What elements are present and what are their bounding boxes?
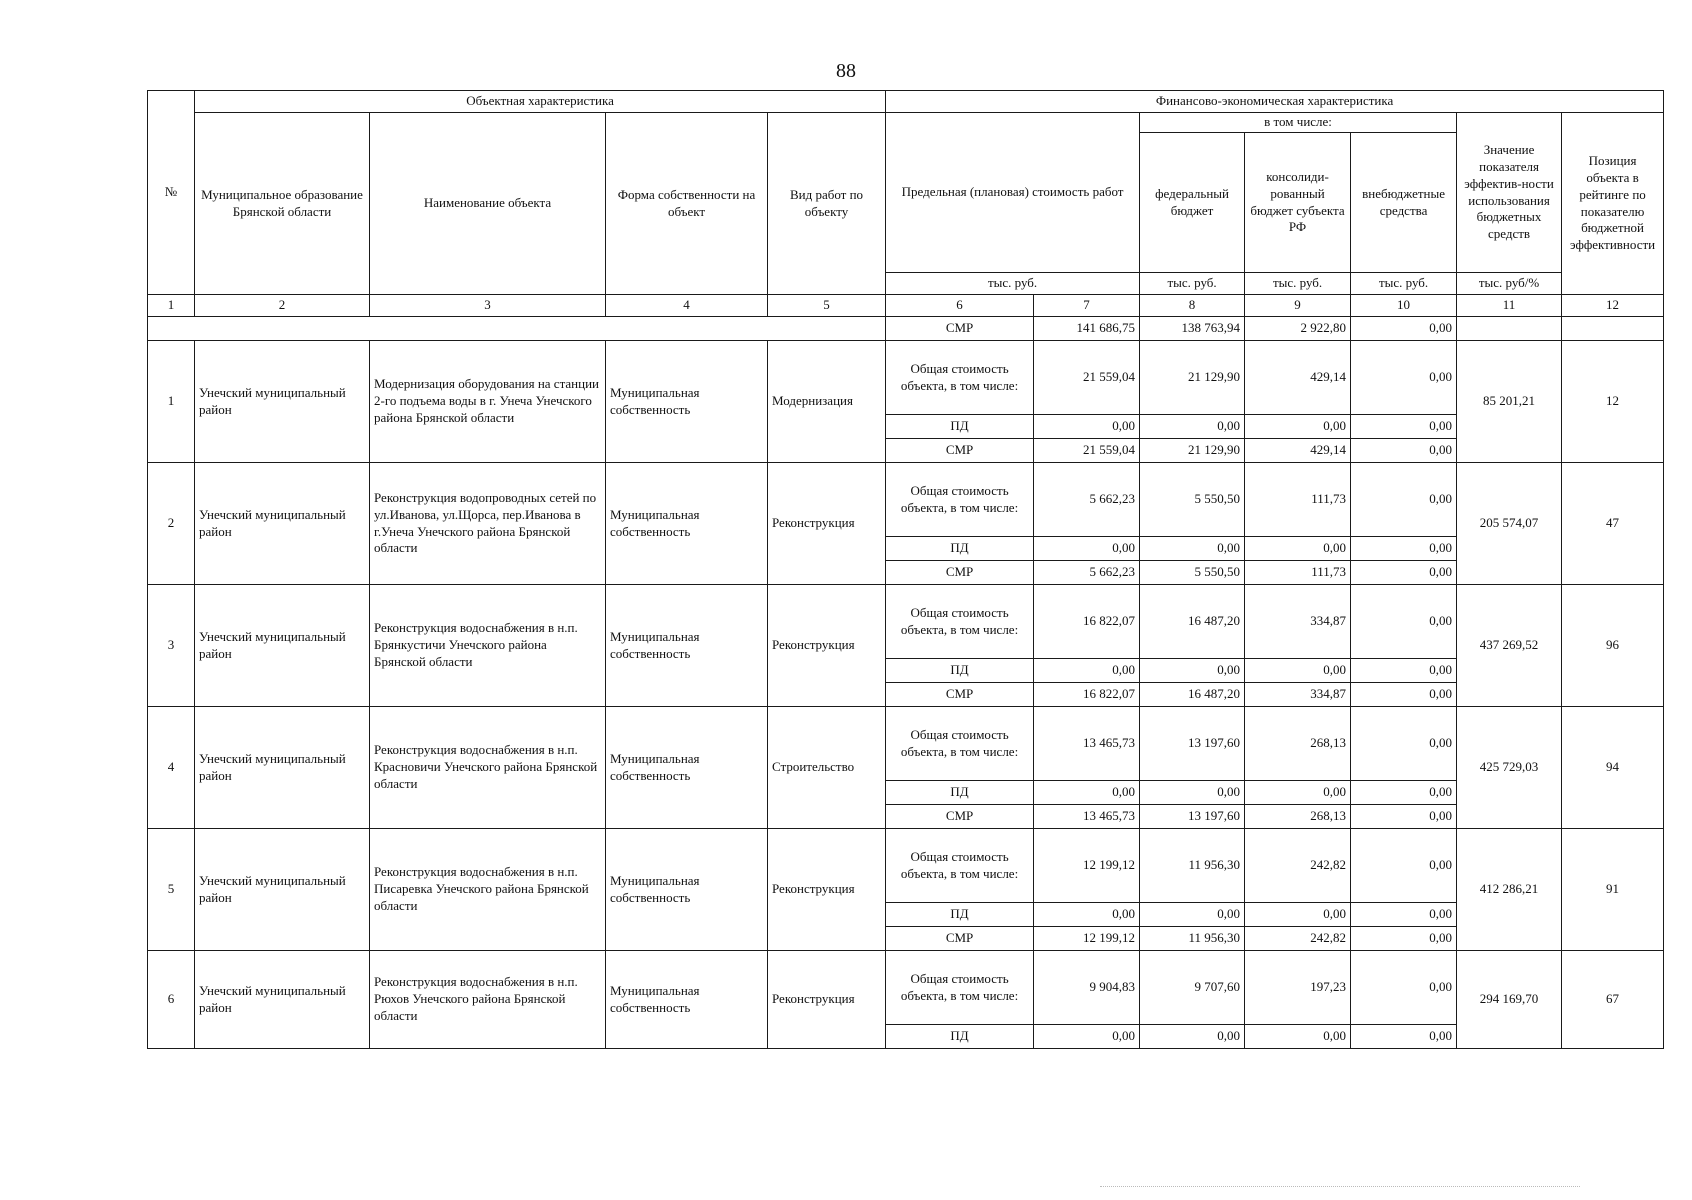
federal-budget: 13 197,60 bbox=[1140, 707, 1245, 781]
row-number: 3 bbox=[148, 585, 195, 707]
smr-federal: 16 487,20 bbox=[1140, 683, 1245, 707]
pd-total: 0,00 bbox=[1034, 659, 1140, 683]
pd-federal: 0,00 bbox=[1140, 903, 1245, 927]
smr-label: СМР bbox=[886, 317, 1034, 341]
pd-label: ПД bbox=[886, 781, 1034, 805]
extrabudget-funds: 0,00 bbox=[1351, 585, 1457, 659]
ownership-cell: Муниципальная собственность bbox=[606, 951, 768, 1049]
indicator-value: 425 729,03 bbox=[1457, 707, 1562, 829]
col-ownership-header: Форма собственности на объект bbox=[606, 113, 768, 295]
ownership-cell: Муниципальная собственность bbox=[606, 707, 768, 829]
unit-extra: тыс. руб. bbox=[1351, 273, 1457, 295]
smr-consolidated: 429,14 bbox=[1245, 439, 1351, 463]
smr-total: 13 465,73 bbox=[1034, 805, 1140, 829]
row-number: 4 bbox=[148, 707, 195, 829]
column-number: 11 bbox=[1457, 295, 1562, 317]
carry-over-row bbox=[148, 317, 1664, 341]
column-number: 5 bbox=[768, 295, 886, 317]
smr-total: 141 686,75 bbox=[1034, 317, 1140, 341]
col-work-type-header: Вид работ по объекту bbox=[768, 113, 886, 295]
col-name-header: Наименование объекта bbox=[370, 113, 606, 295]
smr-federal: 13 197,60 bbox=[1140, 805, 1245, 829]
pd-label: ПД bbox=[886, 903, 1034, 927]
work-type-cell: Строительство bbox=[768, 707, 886, 829]
pd-total: 0,00 bbox=[1034, 781, 1140, 805]
smr-consolidated: 334,87 bbox=[1245, 683, 1351, 707]
rating-position: 12 bbox=[1562, 341, 1664, 463]
extrabudget-funds: 0,00 bbox=[1351, 707, 1457, 781]
municipality-cell: Унечский муниципальный район bbox=[195, 707, 370, 829]
rating-position: 96 bbox=[1562, 585, 1664, 707]
unit-consolidated: тыс. руб. bbox=[1245, 273, 1351, 295]
row-number: 6 bbox=[148, 951, 195, 1049]
pd-consolidated: 0,00 bbox=[1245, 1025, 1351, 1049]
column-number: 12 bbox=[1562, 295, 1664, 317]
smr-consolidated: 111,73 bbox=[1245, 561, 1351, 585]
indicator-value: 412 286,21 bbox=[1457, 829, 1562, 951]
smr-total: 5 662,23 bbox=[1034, 561, 1140, 585]
indicator-value: 294 169,70 bbox=[1457, 951, 1562, 1049]
column-number-row bbox=[148, 295, 1664, 317]
finance-group-header: Финансово-экономическая характеристика bbox=[886, 91, 1664, 113]
federal-budget: 21 129,90 bbox=[1140, 341, 1245, 415]
scan-artifact-line bbox=[1100, 1186, 1580, 1187]
total-cost: 21 559,04 bbox=[1034, 341, 1140, 415]
smr-federal: 5 550,50 bbox=[1140, 561, 1245, 585]
row-number: 2 bbox=[148, 463, 195, 585]
pd-extra: 0,00 bbox=[1351, 781, 1457, 805]
smr-consolidated: 2 922,80 bbox=[1245, 317, 1351, 341]
smr-consolidated: 242,82 bbox=[1245, 927, 1351, 951]
column-number: 8 bbox=[1140, 295, 1245, 317]
col-position-header: Позиция объекта в рейтинге по показателю бюджетной эффективности bbox=[1562, 113, 1664, 295]
municipality-cell: Унечский муниципальный район bbox=[195, 829, 370, 951]
total-cost-label: Общая стоимость объекта, в том числе: bbox=[886, 707, 1034, 781]
table-row bbox=[148, 585, 1664, 659]
pd-federal: 0,00 bbox=[1140, 659, 1245, 683]
row-number: 1 bbox=[148, 341, 195, 463]
federal-budget: 16 487,20 bbox=[1140, 585, 1245, 659]
page-number: 88 bbox=[836, 60, 856, 82]
total-cost-label: Общая стоимость объекта, в том числе: bbox=[886, 829, 1034, 903]
total-cost: 9 904,83 bbox=[1034, 951, 1140, 1025]
consolidated-budget: 111,73 bbox=[1245, 463, 1351, 537]
smr-label: СМР bbox=[886, 561, 1034, 585]
pd-federal: 0,00 bbox=[1140, 781, 1245, 805]
col-federal-header: федеральный бюджет bbox=[1140, 133, 1245, 273]
object-group-header: Объектная характеристика bbox=[195, 91, 886, 113]
municipality-cell: Унечский муниципальный район bbox=[195, 463, 370, 585]
smr-label: СМР bbox=[886, 927, 1034, 951]
smr-total: 21 559,04 bbox=[1034, 439, 1140, 463]
smr-label: СМР bbox=[886, 683, 1034, 707]
federal-budget: 9 707,60 bbox=[1140, 951, 1245, 1025]
smr-federal: 138 763,94 bbox=[1140, 317, 1245, 341]
municipality-cell: Унечский муниципальный район bbox=[195, 951, 370, 1049]
pd-label: ПД bbox=[886, 1025, 1034, 1049]
ownership-cell: Муниципальная собственность bbox=[606, 585, 768, 707]
work-type-cell: Реконструкция bbox=[768, 463, 886, 585]
rating-position: 47 bbox=[1562, 463, 1664, 585]
work-type-cell: Реконструкция bbox=[768, 829, 886, 951]
object-name-cell: Реконструкция водопроводных сетей по ул.Иванова, ул.Щорса, пер.Иванова в г.Унеча Унечского района Брянской области bbox=[370, 463, 606, 585]
pd-total: 0,00 bbox=[1034, 1025, 1140, 1049]
smr-federal: 11 956,30 bbox=[1140, 927, 1245, 951]
smr-consolidated: 268,13 bbox=[1245, 805, 1351, 829]
col-consolidated-header: консолиди-рованный бюджет субъекта РФ bbox=[1245, 133, 1351, 273]
pd-federal: 0,00 bbox=[1140, 1025, 1245, 1049]
column-number: 4 bbox=[606, 295, 768, 317]
pd-label: ПД bbox=[886, 537, 1034, 561]
rating-position: 67 bbox=[1562, 951, 1664, 1049]
indicator-value: 85 201,21 bbox=[1457, 341, 1562, 463]
consolidated-budget: 268,13 bbox=[1245, 707, 1351, 781]
consolidated-budget: 197,23 bbox=[1245, 951, 1351, 1025]
object-name-cell: Реконструкция водоснабжения в н.п. Рюхов Унечского района Брянской области bbox=[370, 951, 606, 1049]
total-cost: 12 199,12 bbox=[1034, 829, 1140, 903]
consolidated-budget: 242,82 bbox=[1245, 829, 1351, 903]
budget-efficiency-table bbox=[147, 90, 1664, 1049]
object-name-cell: Реконструкция водоснабжения в н.п. Брянкустичи Унечского района Брянской области bbox=[370, 585, 606, 707]
municipality-cell: Унечский муниципальный район bbox=[195, 341, 370, 463]
column-number: 1 bbox=[148, 295, 195, 317]
work-type-cell: Реконструкция bbox=[768, 585, 886, 707]
ownership-cell: Муниципальная собственность bbox=[606, 341, 768, 463]
unit-federal: тыс. руб. bbox=[1140, 273, 1245, 295]
column-number: 10 bbox=[1351, 295, 1457, 317]
smr-extra: 0,00 bbox=[1351, 683, 1457, 707]
total-cost-label: Общая стоимость объекта, в том числе: bbox=[886, 951, 1034, 1025]
pd-consolidated: 0,00 bbox=[1245, 537, 1351, 561]
smr-extra: 0,00 bbox=[1351, 561, 1457, 585]
pd-extra: 0,00 bbox=[1351, 1025, 1457, 1049]
indicator-value: 437 269,52 bbox=[1457, 585, 1562, 707]
object-name-cell: Реконструкция водоснабжения в н.п. Красновичи Унечского района Брянской области bbox=[370, 707, 606, 829]
pd-extra: 0,00 bbox=[1351, 659, 1457, 683]
federal-budget: 11 956,30 bbox=[1140, 829, 1245, 903]
smr-total: 12 199,12 bbox=[1034, 927, 1140, 951]
col-no-header: № bbox=[148, 91, 195, 295]
unit-indicator: тыс. руб/% bbox=[1457, 273, 1562, 295]
col-extrabudget-header: внебюджетные средства bbox=[1351, 133, 1457, 273]
pd-federal: 0,00 bbox=[1140, 415, 1245, 439]
table-row bbox=[148, 829, 1664, 903]
rating-position: 91 bbox=[1562, 829, 1664, 951]
consolidated-budget: 334,87 bbox=[1245, 585, 1351, 659]
table-row bbox=[148, 707, 1664, 781]
work-type-cell: Модернизация bbox=[768, 341, 886, 463]
work-type-cell: Реконструкция bbox=[768, 951, 886, 1049]
extrabudget-funds: 0,00 bbox=[1351, 951, 1457, 1025]
pd-consolidated: 0,00 bbox=[1245, 781, 1351, 805]
pd-total: 0,00 bbox=[1034, 537, 1140, 561]
unit-cost: тыс. руб. bbox=[886, 273, 1140, 295]
row-number: 5 bbox=[148, 829, 195, 951]
smr-federal: 21 129,90 bbox=[1140, 439, 1245, 463]
smr-extra: 0,00 bbox=[1351, 317, 1457, 341]
col-cost-header: Предельная (плановая) стоимость работ bbox=[886, 113, 1140, 273]
pd-label: ПД bbox=[886, 415, 1034, 439]
pd-extra: 0,00 bbox=[1351, 415, 1457, 439]
table-row bbox=[148, 463, 1664, 537]
municipality-cell: Унечский муниципальный район bbox=[195, 585, 370, 707]
total-cost-label: Общая стоимость объекта, в том числе: bbox=[886, 463, 1034, 537]
pd-consolidated: 0,00 bbox=[1245, 415, 1351, 439]
column-number: 2 bbox=[195, 295, 370, 317]
column-number: 7 bbox=[1034, 295, 1140, 317]
smr-extra: 0,00 bbox=[1351, 439, 1457, 463]
extrabudget-funds: 0,00 bbox=[1351, 341, 1457, 415]
ownership-cell: Муниципальная собственность bbox=[606, 829, 768, 951]
total-cost: 16 822,07 bbox=[1034, 585, 1140, 659]
total-cost: 13 465,73 bbox=[1034, 707, 1140, 781]
indicator-value: 205 574,07 bbox=[1457, 463, 1562, 585]
smr-label: СМР bbox=[886, 439, 1034, 463]
pd-extra: 0,00 bbox=[1351, 903, 1457, 927]
pd-federal: 0,00 bbox=[1140, 537, 1245, 561]
table-row bbox=[148, 341, 1664, 415]
total-cost-label: Общая стоимость объекта, в том числе: bbox=[886, 341, 1034, 415]
federal-budget: 5 550,50 bbox=[1140, 463, 1245, 537]
object-name-cell: Модернизация оборудования на станции 2-го подъема воды в г. Унеча Унечского района Брянской области bbox=[370, 341, 606, 463]
column-number: 9 bbox=[1245, 295, 1351, 317]
smr-total: 16 822,07 bbox=[1034, 683, 1140, 707]
extrabudget-funds: 0,00 bbox=[1351, 829, 1457, 903]
pd-consolidated: 0,00 bbox=[1245, 659, 1351, 683]
total-cost-label: Общая стоимость объекта, в том числе: bbox=[886, 585, 1034, 659]
pd-label: ПД bbox=[886, 659, 1034, 683]
smr-extra: 0,00 bbox=[1351, 927, 1457, 951]
pd-total: 0,00 bbox=[1034, 903, 1140, 927]
consolidated-budget: 429,14 bbox=[1245, 341, 1351, 415]
pd-consolidated: 0,00 bbox=[1245, 903, 1351, 927]
object-name-cell: Реконструкция водоснабжения в н.п. Писаревка Унечского района Брянской области bbox=[370, 829, 606, 951]
pd-total: 0,00 bbox=[1034, 415, 1140, 439]
smr-label: СМР bbox=[886, 805, 1034, 829]
including-header: в том числе: bbox=[1140, 113, 1457, 133]
extrabudget-funds: 0,00 bbox=[1351, 463, 1457, 537]
pd-extra: 0,00 bbox=[1351, 537, 1457, 561]
table-row bbox=[148, 951, 1664, 1025]
column-number: 6 bbox=[886, 295, 1034, 317]
ownership-cell: Муниципальная собственность bbox=[606, 463, 768, 585]
col-indicator-header: Значение показателя эффектив-ности использования бюджетных средств bbox=[1457, 113, 1562, 273]
column-number: 3 bbox=[370, 295, 606, 317]
col-municipality-header: Муниципальное образование Брянской области bbox=[195, 113, 370, 295]
rating-position: 94 bbox=[1562, 707, 1664, 829]
total-cost: 5 662,23 bbox=[1034, 463, 1140, 537]
smr-extra: 0,00 bbox=[1351, 805, 1457, 829]
